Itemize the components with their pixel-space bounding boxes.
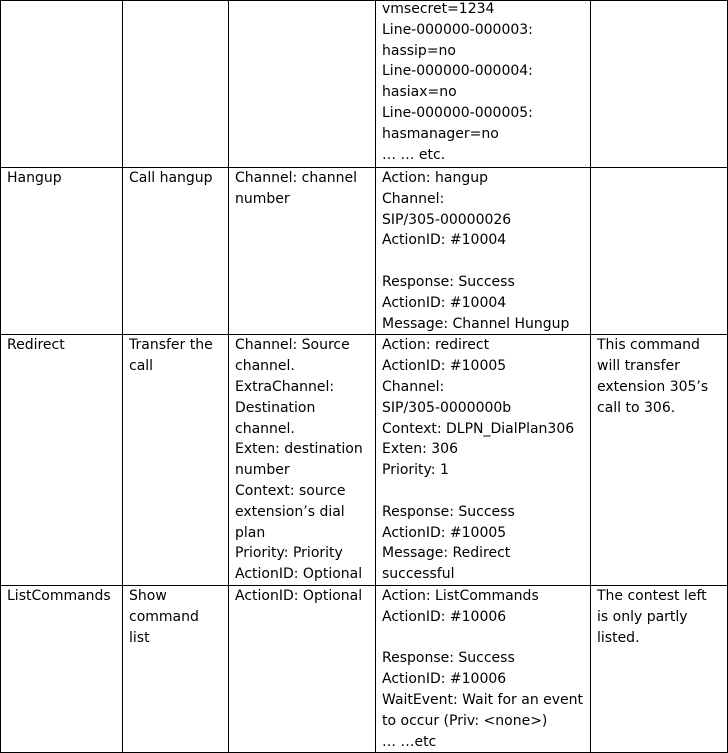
example-line: hasmanager=no [382,125,499,142]
parameter-line: number [235,462,290,479]
example-line: hasiax=no [382,84,457,101]
parameters-cell [229,585,376,752]
parameter-line: ActionID: Optional [235,566,363,583]
example-line: SIP/305-00000026 [382,211,512,228]
example-line: Action: ListCommands [382,587,539,604]
example-line: Action: redirect [382,337,490,354]
command-cell: Redirect [1,335,123,586]
example-line: Line-000000-000004: [382,63,533,80]
example-line: Exten: 306 [382,441,458,458]
example-line: vmsecret=1234 [382,1,495,17]
parameter-line: Destination [235,399,316,416]
example-line: SIP/305-0000000b [382,399,512,416]
parameter-line: plan [235,524,266,541]
example-line: Message: Redirect [382,545,511,562]
parameter-line: Priority: Priority [235,545,343,562]
example-line: WaitEvent: Wait for an event [382,691,584,708]
parameters-cell [229,335,376,586]
notes-cell: This command will transfer extension 305’s call to 306. [591,335,728,586]
example-line: Channel: [382,190,445,207]
parameter-line: extension’s dial [235,503,345,520]
example-cell [376,168,591,335]
command-cell: ListCommands [1,585,123,752]
example-line: to occur (Priv: <none>) [382,712,548,729]
parameter-line: Channel: Source [235,337,350,354]
table-row [1,1,728,168]
table-row [1,168,728,335]
notes-cell [591,168,728,335]
example-line: ActionID: #10005 [382,524,507,541]
example-cell [376,585,591,752]
description-cell: Transfer the call [123,335,229,586]
description-cell: Call hangup [123,168,229,335]
example-line: Line-000000-000003: [382,21,533,38]
notes-cell: The contest left is only partly listed. [591,585,728,752]
table-row [1,585,728,752]
example-line: ActionID: #10004 [382,294,507,311]
example-line: ActionID: #10005 [382,358,507,375]
parameter-line: channel. [235,420,295,437]
example-line: Response: Success [382,273,515,290]
example-line: Action: hangup [382,170,488,186]
command-cell [1,1,123,168]
parameters-cell [229,1,376,168]
example-line: Channel: [382,378,445,395]
example-line: Response: Success [382,650,515,667]
example-line: Message: Channel Hungup [382,315,570,332]
example-line: Line-000000-000005: [382,104,533,121]
example-line: ActionID: #10006 [382,671,507,688]
example-line [382,251,584,272]
example-line [382,481,584,502]
parameter-line: Exten: destination [235,441,363,458]
notes-cell [591,1,728,168]
parameter-line: Context: source [235,482,346,499]
table-row [1,335,728,586]
example-cell [376,1,591,168]
parameter-line: ExtraChannel: [235,378,335,395]
example-line: ActionID: #10006 [382,608,507,625]
parameter-line: Channel: channel [235,170,358,186]
example-line: Context: DLPN_DialPlan306 [382,420,575,437]
description-cell [123,1,229,168]
command-cell: Hangup [1,168,123,335]
parameters-cell [229,168,376,335]
example-line: Response: Success [382,503,515,520]
example-line: Priority: 1 [382,462,449,479]
example-line: ActionID: #10004 [382,232,507,249]
parameter-line: ActionID: Optional [235,587,363,604]
example-cell [376,335,591,586]
example-line [382,628,584,649]
example-line: … … etc. [382,146,446,163]
example-line: hassip=no [382,42,456,59]
example-line: … …etc [382,733,437,750]
parameter-line: number [235,190,290,207]
example-line: successful [382,566,455,583]
table-body [1,1,728,753]
description-cell: Show command list [123,585,229,752]
parameter-line: channel. [235,358,295,375]
